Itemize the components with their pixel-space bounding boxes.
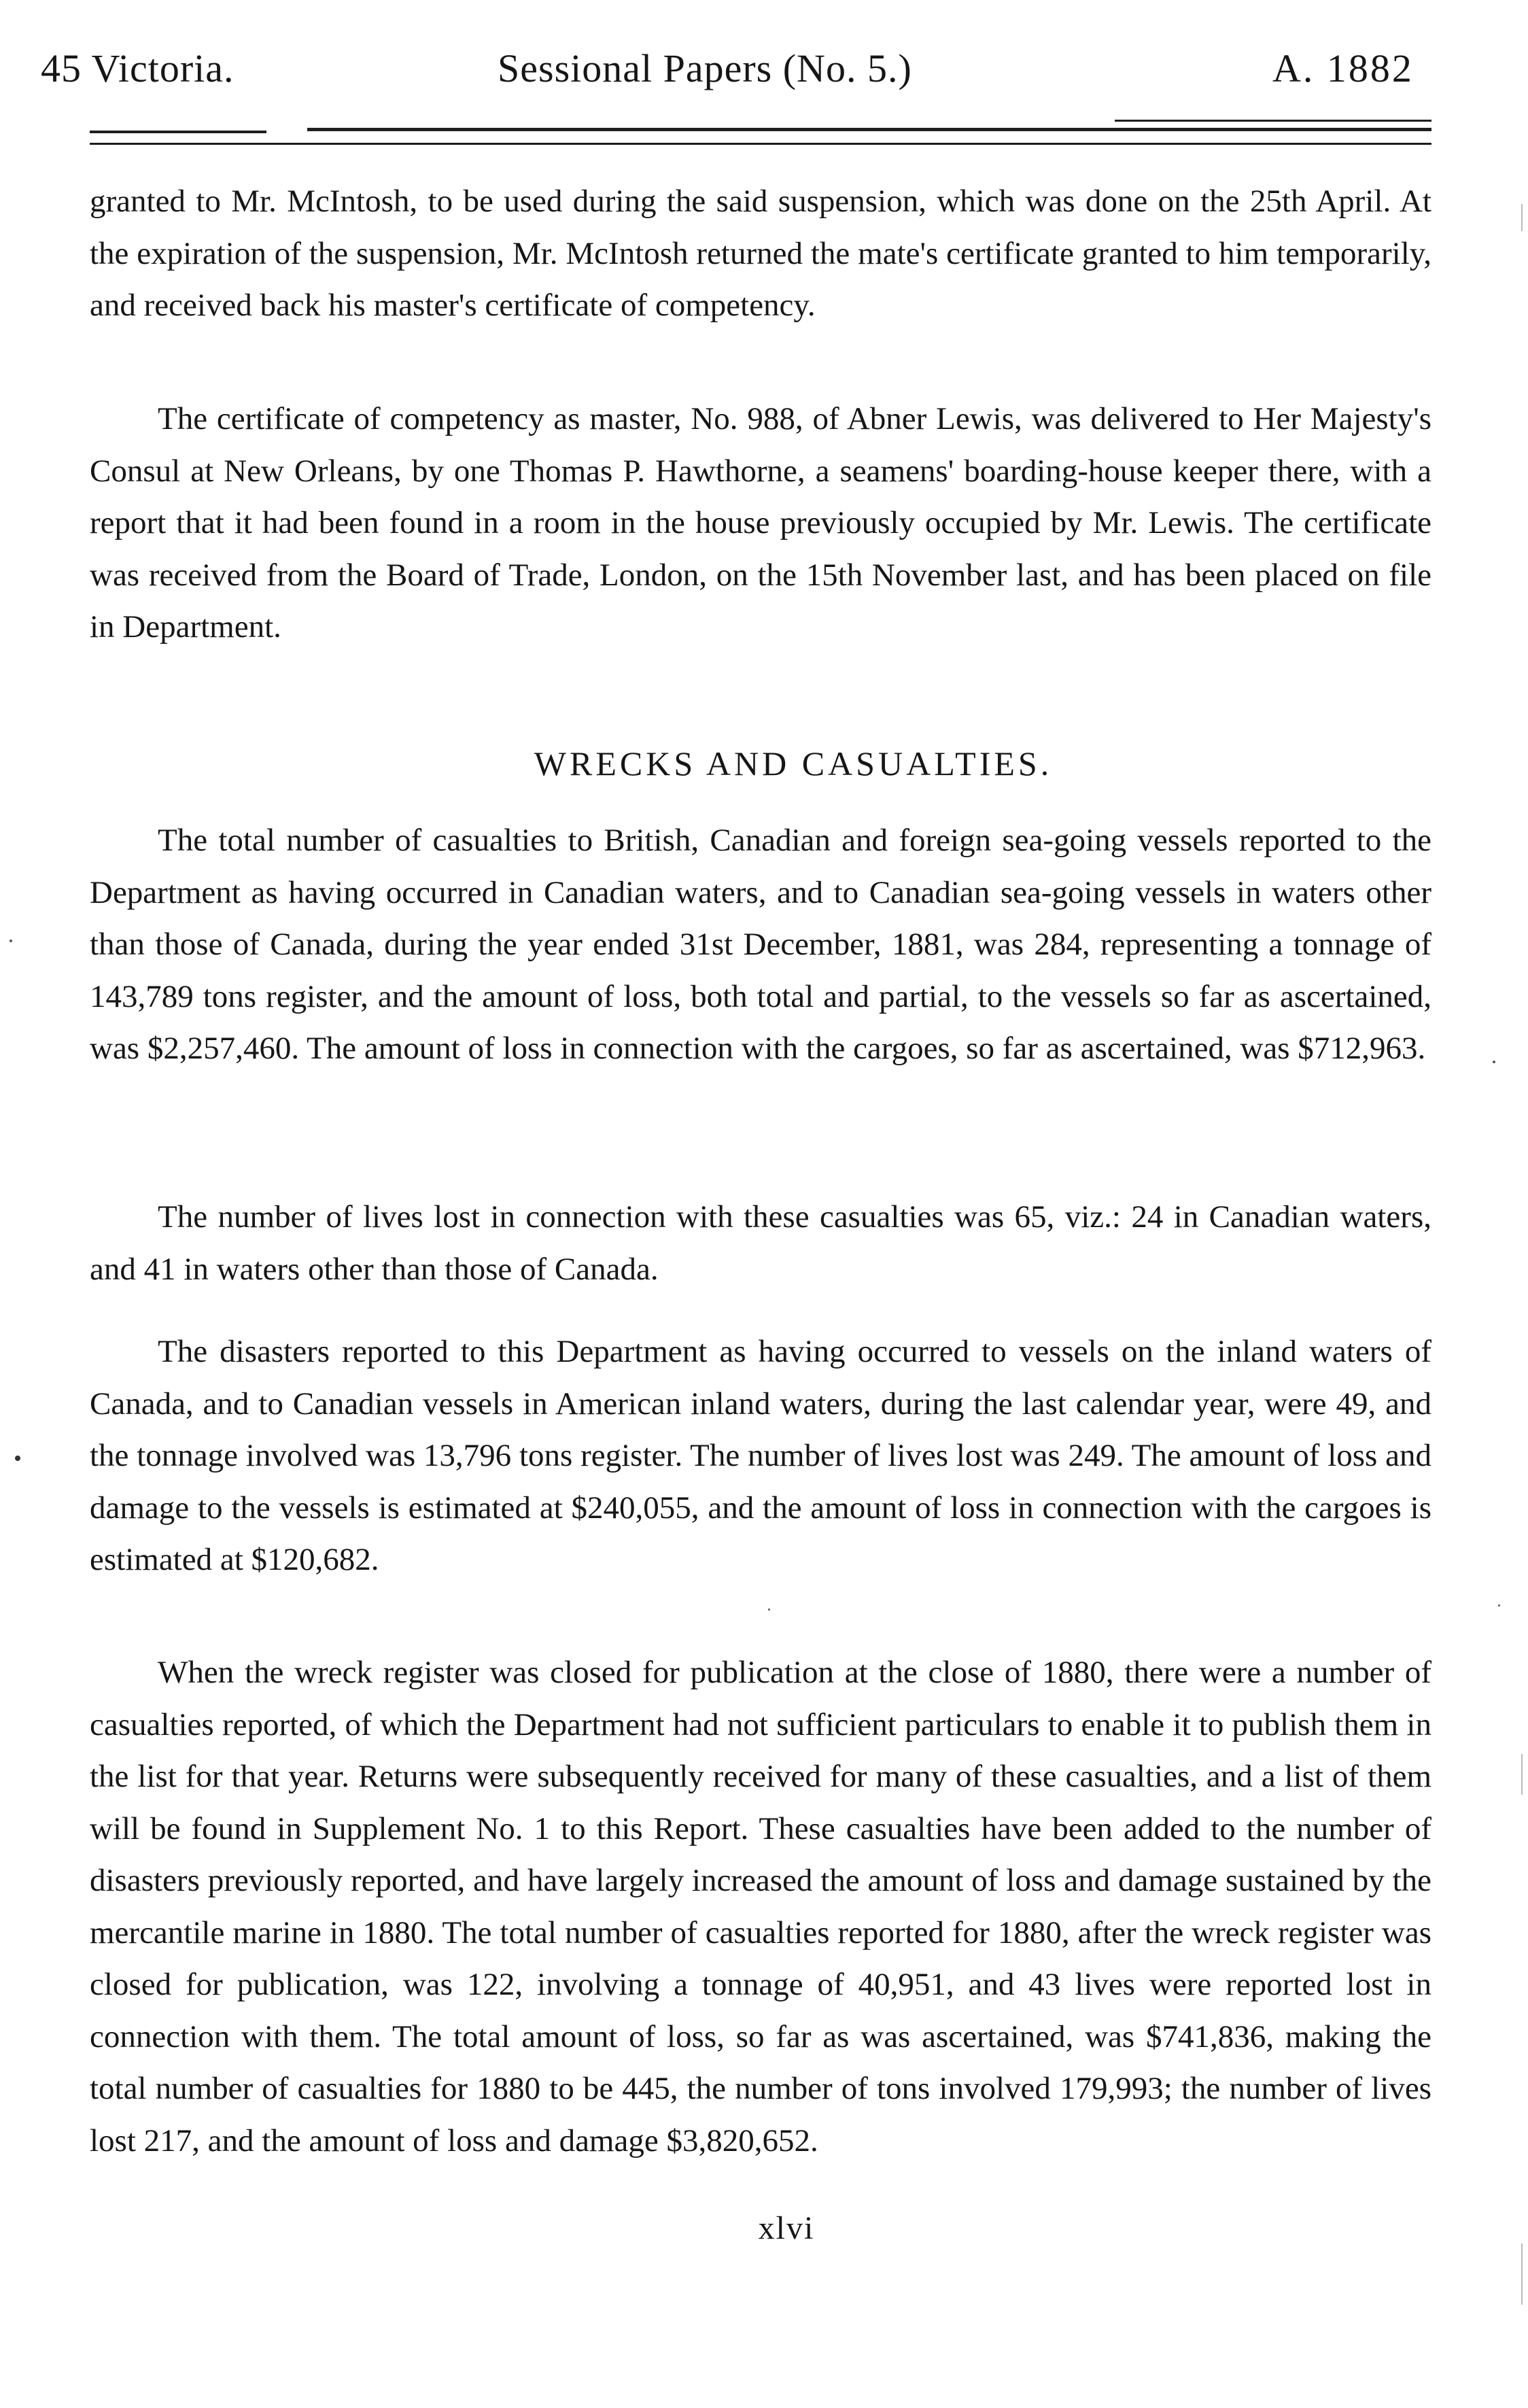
paragraph-block-1 (90, 175, 1431, 332)
paragraph-lives-lost: The number of lives lost in connection with these casualties was 65, viz.: 24 in Canadian waters, and 41 in waters other than those of Canada. (90, 1199, 1431, 1287)
section-heading: WRECKS AND CASUALTIES. (534, 744, 1053, 782)
header-rule-short (90, 131, 266, 133)
page-edge-shadow (1521, 204, 1523, 231)
margin-mark (15, 1456, 20, 1461)
header-session: 45 Victoria. (41, 46, 235, 90)
running-header (0, 45, 1528, 99)
header-title: Sessional Papers (No. 5.) (498, 46, 912, 90)
page-edge-shadow (1521, 1754, 1523, 1795)
page-number: xlvi (758, 2210, 815, 2246)
paragraph-block-3 (90, 814, 1431, 1075)
paragraph-sea-going-casualties: The total number of casualties to British, Canadian and foreign sea-going vessels reported to the Department as having occurred in Canadian waters, and to Canadian sea-going vessels in waters other than those of Canada, during the year ended 31st December, 1881, was 284, representing a tonnage of 143,789 tons register, and the amount of loss, both total and partial, to the vessels so far as ascertained, was $2,257,460. The amount of loss in connection with the cargoes, so far as ascertained, was $712,963. (90, 823, 1431, 1066)
paragraph-block-6 (90, 1647, 1431, 2167)
paragraph-block-4 (90, 1191, 1431, 1295)
header-rule-right (1115, 120, 1431, 122)
scan-speck (1493, 1061, 1495, 1063)
paragraph-abner-lewis: The certificate of competency as master, No. 988, of Abner Lewis, was delivered to Her Majesty's Consul at New Orleans, by one Thomas P. Hawthorne, a seamens' boarding-house keeper there, with a report that it had been found in a room in the house previously occupied by Mr. Lewis. The certificate was received from the Board of Trade, London, on the 15th November last, and has been placed on file in Department. (90, 401, 1431, 644)
scan-speck (1498, 1604, 1500, 1606)
paragraph-mcintosh-certificate: granted to Mr. McIntosh, to be used during the said suspension, which was done on the 25th April. At the expiration of the suspension, Mr. McIntosh returned the mate's certificate granted to him temporarily, and received back his master's certificate of competency. (90, 184, 1431, 323)
paragraph-block-5 (90, 1326, 1431, 1586)
scan-speck (10, 940, 12, 942)
page-edge-shadow (1521, 2243, 1523, 2305)
header-rule-thick (307, 128, 1431, 131)
header-rule-thin (90, 143, 1431, 145)
header-year: A. 1882 (1272, 46, 1414, 90)
paragraph-inland-disasters: The disasters reported to this Department as having occurred to vessels on the inland waters of Canada, and to Canadian vessels in American inland waters, during the last calendar year, were 49, and the tonnage involved was 13,796 tons register. The number of lives lost was 249. The amount of loss and damage to the vessels is estimated at $240,055, and the amount of loss in connection with the cargoes is estimated at $120,682. (90, 1334, 1431, 1577)
paragraph-wreck-register-1880: When the wreck register was closed for publication at the close of 1880, there were a number of casualties reported, of which the Department had not sufficient particulars to enable it to publish them in the list for that year. Returns were subsequently received for many of these casualties, and a list of them will be found in Supplement No. 1 to this Report. These casualties have been added to the number of disasters previously reported, and have largely increased the amount of loss and damage sustained by the mercantile marine in 1880. The total number of casualties reported for 1880, after the wreck register was closed for publication, was 122, involving a tonnage of 40,951, and 43 lives were reported lost in connection with them. The total amount of loss, so far as was ascertained, was $741,836, making the total number of casualties for 1880 to be 445, the number of tons involved 179,993; the number of lives lost 217, and the amount of loss and damage $3,820,652. (90, 1655, 1431, 2158)
paragraph-block-2 (90, 393, 1431, 653)
scan-speck (768, 1609, 770, 1611)
